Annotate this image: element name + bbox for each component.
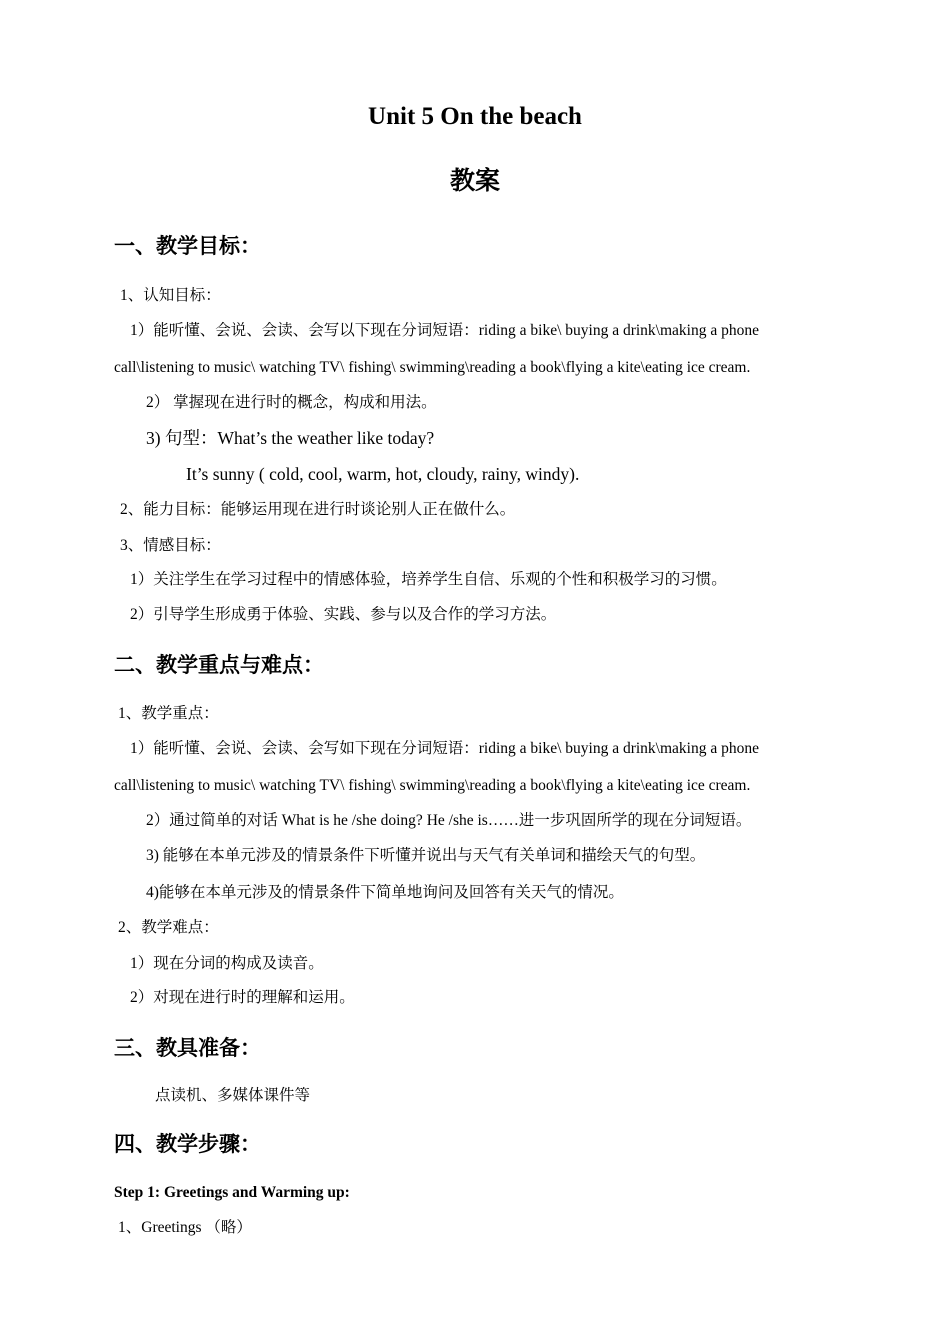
document-title: Unit 5 On the beach (368, 103, 582, 130)
s1-emotion-item-2: 2）引导学生形成勇于体验、实践、参与以及合作的学习方法。 (130, 606, 557, 623)
section-3-heading: 三、教具准备： (114, 1036, 261, 1060)
section-1-heading: 一、教学目标： (114, 234, 261, 258)
section-4-heading: 四、教学步骤： (114, 1132, 261, 1156)
s4-step-1-heading: Step 1: Greetings and Warming up: (114, 1184, 350, 1201)
s4-greetings: 1、Greetings （略） (118, 1219, 252, 1236)
s2-key-points-label: 1、教学重点： (118, 705, 219, 722)
s1-emotion-goal-label: 3、情感目标： (120, 537, 221, 554)
s2-difficulty-2: 2）对现在进行时的理解和运用。 (130, 989, 355, 1006)
s1-cognitive-goal-label: 1、认知目标： (120, 287, 221, 304)
s1-item-2: 2） 掌握现在进行时的概念，构成和用法。 (146, 394, 437, 411)
s1-ability-goal: 2、能力目标：能够运用现在进行时谈论别人正在做什么。 (120, 501, 516, 518)
document-subtitle: 教案 (449, 168, 500, 195)
s2-difficulties-label: 2、教学难点： (118, 919, 219, 936)
s2-item-3: 3) 能够在本单元涉及的情景条件下听懂并说出与天气有关单词和描绘天气的句型。 (146, 847, 706, 864)
s3-materials: 点读机、多媒体课件等 (155, 1087, 311, 1104)
section-2-heading: 二、教学重点与难点： (114, 653, 324, 677)
s2-item-1a: 1）能听懂、会说、会读、会写如下现在分词短语：riding a bike\ buying a drink\making a phone (130, 740, 759, 757)
s1-emotion-item-1: 1）关注学生在学习过程中的情感体验，培养学生自信、乐观的个性和积极学习的习惯。 (130, 571, 727, 588)
s1-item-3b: It’s sunny ( cold, cool, warm, hot, cloudy, rainy, windy). (186, 464, 580, 484)
s2-item-4: 4)能够在本单元涉及的情景条件下简单地询问及回答有关天气的情况。 (146, 884, 624, 901)
s1-item-1b: call\listening to music\ watching TV\ fishing\ swimming\reading a book\flying a kite\eating ice cream. (114, 359, 751, 376)
s1-item-3a: 3) 句型：What’s the weather like today? (146, 428, 435, 448)
s2-difficulty-1: 1）现在分词的构成及读音。 (130, 955, 324, 972)
s2-item-1b: call\listening to music\ watching TV\ fishing\ swimming\reading a book\flying a kite\eating ice cream. (114, 777, 751, 794)
s1-item-1a: 1）能听懂、会说、会读、会写以下现在分词短语：riding a bike\ buying a drink\making a phone (130, 322, 759, 339)
s2-item-2: 2）通过简单的对话 What is he /she doing? He /she is……进一步巩固所学的现在分词短语。 (146, 812, 752, 829)
